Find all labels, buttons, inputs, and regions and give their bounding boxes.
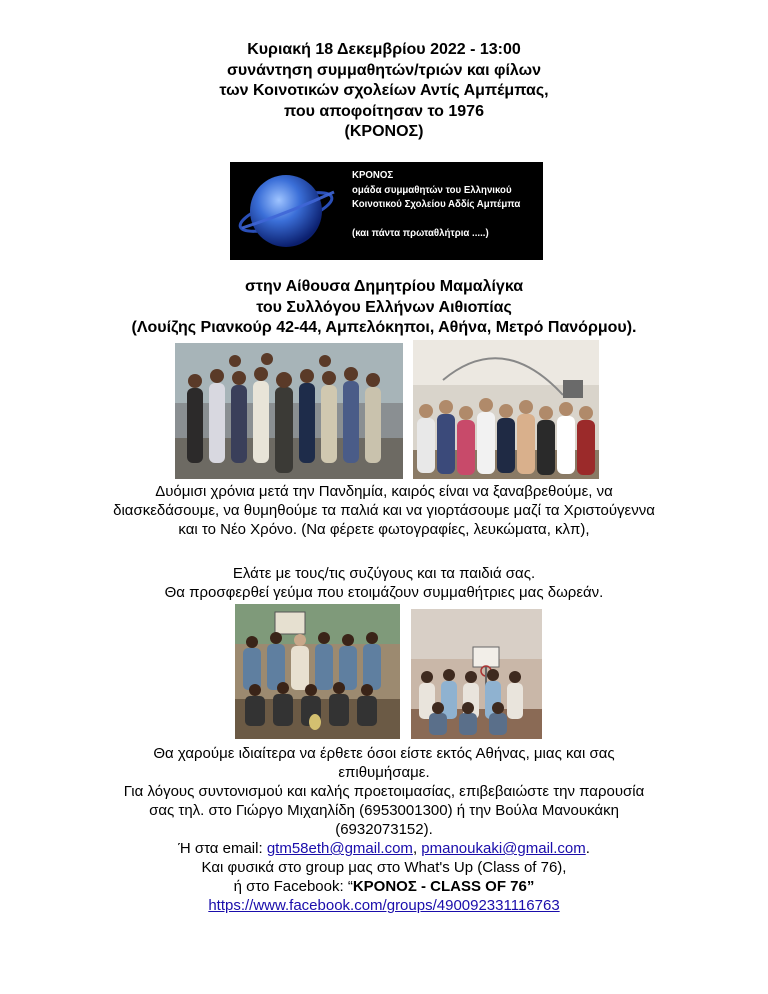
paragraph2-line2: Θα προσφερθεί γεύμα που ετοιμάζουν συμμαθήτριες μας δωρεάν. (164, 584, 604, 601)
paragraph3-line2: επιθυμήσαμε. (338, 764, 430, 781)
event-date: Κυριακή 18 Δεκεμβρίου 2022 - 13:00 (247, 41, 521, 58)
venue-block (0, 277, 768, 339)
kronos-logo (230, 162, 543, 260)
facebook-line (0, 877, 768, 896)
facebook-group-name: ΚΡΟΝΟΣ - CLASS OF 76” (352, 878, 535, 895)
event-subtitle: συνάντηση συμμαθητών/τριών και φίλων (226, 61, 542, 79)
email-line (0, 839, 768, 858)
paragraph3-line3: Για λόγους συντονισμού και καλής προετοιμασίας, επιβεβαιώστε την παρουσία (123, 783, 645, 800)
email-prefix: Ή στα email: (178, 840, 267, 857)
event-schools: των Κοινοτικών σχολείων Αντίς Αμπέμπας, (219, 82, 549, 99)
paragraph-contact (0, 744, 768, 915)
logo-text (352, 168, 520, 240)
venue-hall: στην Αίθουσα Δημητρίου Μαμαλίγκα (244, 278, 524, 295)
paragraph1-line2: διασκεδάσουμε, να θυμηθούμε τα παλιά και να γιορτάσουμε μαζί τα Χριστούγεννα (113, 502, 655, 519)
email-separator: , (412, 840, 422, 857)
reunion-photo (413, 340, 599, 479)
facebook-group-link[interactable]: https://www.facebook.com/groups/490092331116763 (208, 897, 560, 914)
paragraph1-line1: Δυόμισι χρόνια μετά την Πανδημία, καιρός είναι να ξαναβρεθούμε, να (155, 483, 613, 500)
logo-name: ΚΡΟΝΟΣ (352, 169, 394, 181)
email-link-1[interactable]: gtm58eth@gmail.com (266, 840, 413, 857)
basketball-team-photo (235, 604, 400, 739)
venue-association: του Συλλόγου Ελλήνων Αιθιοπίας (256, 298, 512, 316)
logo-line2: ομάδα συμμαθητών του Ελληνικού (352, 183, 512, 196)
facebook-prefix: ή στο Facebook: “ (233, 878, 353, 895)
paragraph3-line1: Θα χαρούμε ιδιαίτερα να έρθετε όσοι είστε εκτός Αθήνας, μιας και σας (153, 745, 615, 762)
girls-team-photo (411, 609, 542, 739)
paragraph2-line1: Ελάτε με τους/τις συζύγους και τα παιδιά σας. (232, 565, 536, 582)
email-suffix: . (585, 840, 590, 857)
paragraph-family (0, 564, 768, 602)
paragraph3-line4: σας τηλ. στο Γιώργο Μιχαηλίδη (6953001300) ή την Βούλα Μανουκάκη (149, 802, 619, 819)
class-photo-1976 (175, 343, 403, 479)
event-graduation: που αποφοίτησαν το 1976 (284, 102, 484, 120)
whatsapp-line: Και φυσικά στο group μας στο What's Up (Class of 76), (201, 859, 567, 876)
venue-address: (Λουίζης Ριανκούρ 42-44, Αμπελόκηποι, Αθήνα, Μετρό Πανόρμου). (131, 319, 637, 336)
event-heading (0, 40, 768, 143)
logo-motto: (και πάντα πρωταθλήτρια .....) (352, 226, 489, 239)
paragraph1-line3: και το Νέο Χρόνο. (Να φέρετε φωτογραφίες, λευκώματα, κλπ), (178, 521, 590, 538)
email-link-2[interactable]: pmanoukaki@gmail.com (421, 840, 586, 857)
logo-line3: Κοινοτικού Σχολείου Αδδίς Αμπέμπα (352, 198, 521, 210)
event-group-name: (ΚΡΟΝΟΣ) (344, 123, 424, 140)
paragraph3-line5: (6932073152). (335, 821, 433, 838)
paragraph-invitation (0, 482, 768, 539)
